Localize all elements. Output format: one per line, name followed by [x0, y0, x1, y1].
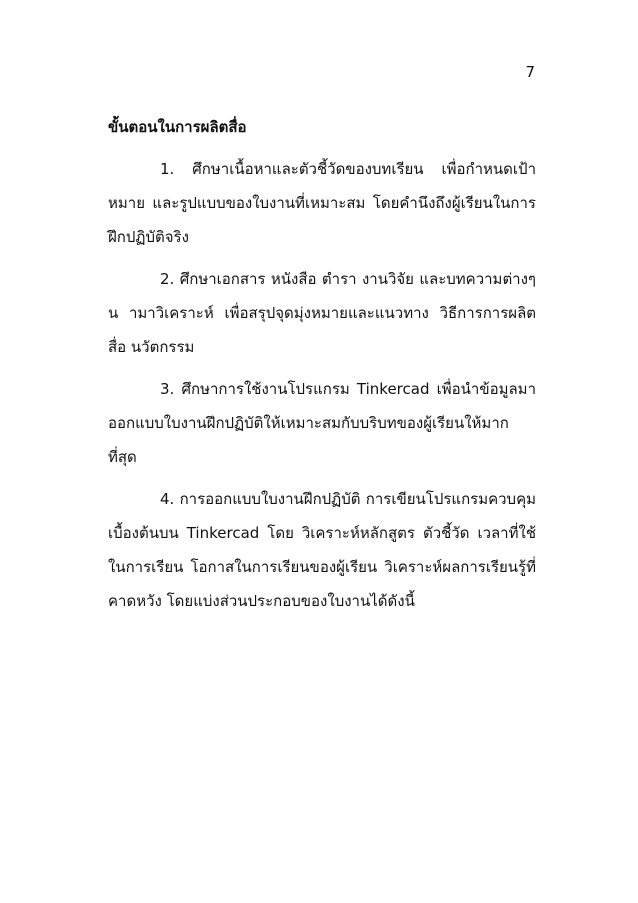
step-2-paragraph: 2. ศึกษาเอกสาร หนังสือ ตำรา งานวิจัย และบทความต่างๆ น ามาวิเคราะห์ เพื่อสรุปจุดมุ่งหมายและแนวทาง วิธีการการผลิตสื่อ นวัตกรรม — [108, 270, 536, 356]
step-3-paragraph: 3. ศึกษาการใช้งานโปรแกรม Tinkercad เพื่อนำข้อมูลมาออกแบบใบงานฝึกปฏิบัติให้เหมาะสมกับบริบทของผู้เรียนให้มากที่สุด — [108, 380, 536, 466]
document-body — [108, 114, 536, 626]
step-4-paragraph: 4. การออกแบบใบงานฝึกปฏิบัติ การเขียนโปรแกรมควบคุมเบื้องต้นบน Tinkercad โดย วิเคราะห์หลักสูตร ตัวชี้วัด เวลาที่ใช้ในการเรียน โอกาสในการเรียนของผู้เรียน วิเคราะห์ผลการเรียนรู้ที่คาดหวัง โดยแบ่งส่วนประกอบของใบงานได้ดังนี้ — [108, 490, 536, 610]
step-1-paragraph: 1. ศึกษาเนื้อหาและตัวชี้วัดของบทเรียน เพื่อกำหนดเป้าหมาย และรูปแบบของใบงานที่เหมาะสม โดยคำนึงถึงผู้เรียนในการฝึกปฏิบัติจริง — [108, 160, 536, 246]
section-heading: ขั้นตอนในการผลิตสื่อ — [108, 118, 247, 136]
page-number: 7 — [525, 63, 535, 81]
